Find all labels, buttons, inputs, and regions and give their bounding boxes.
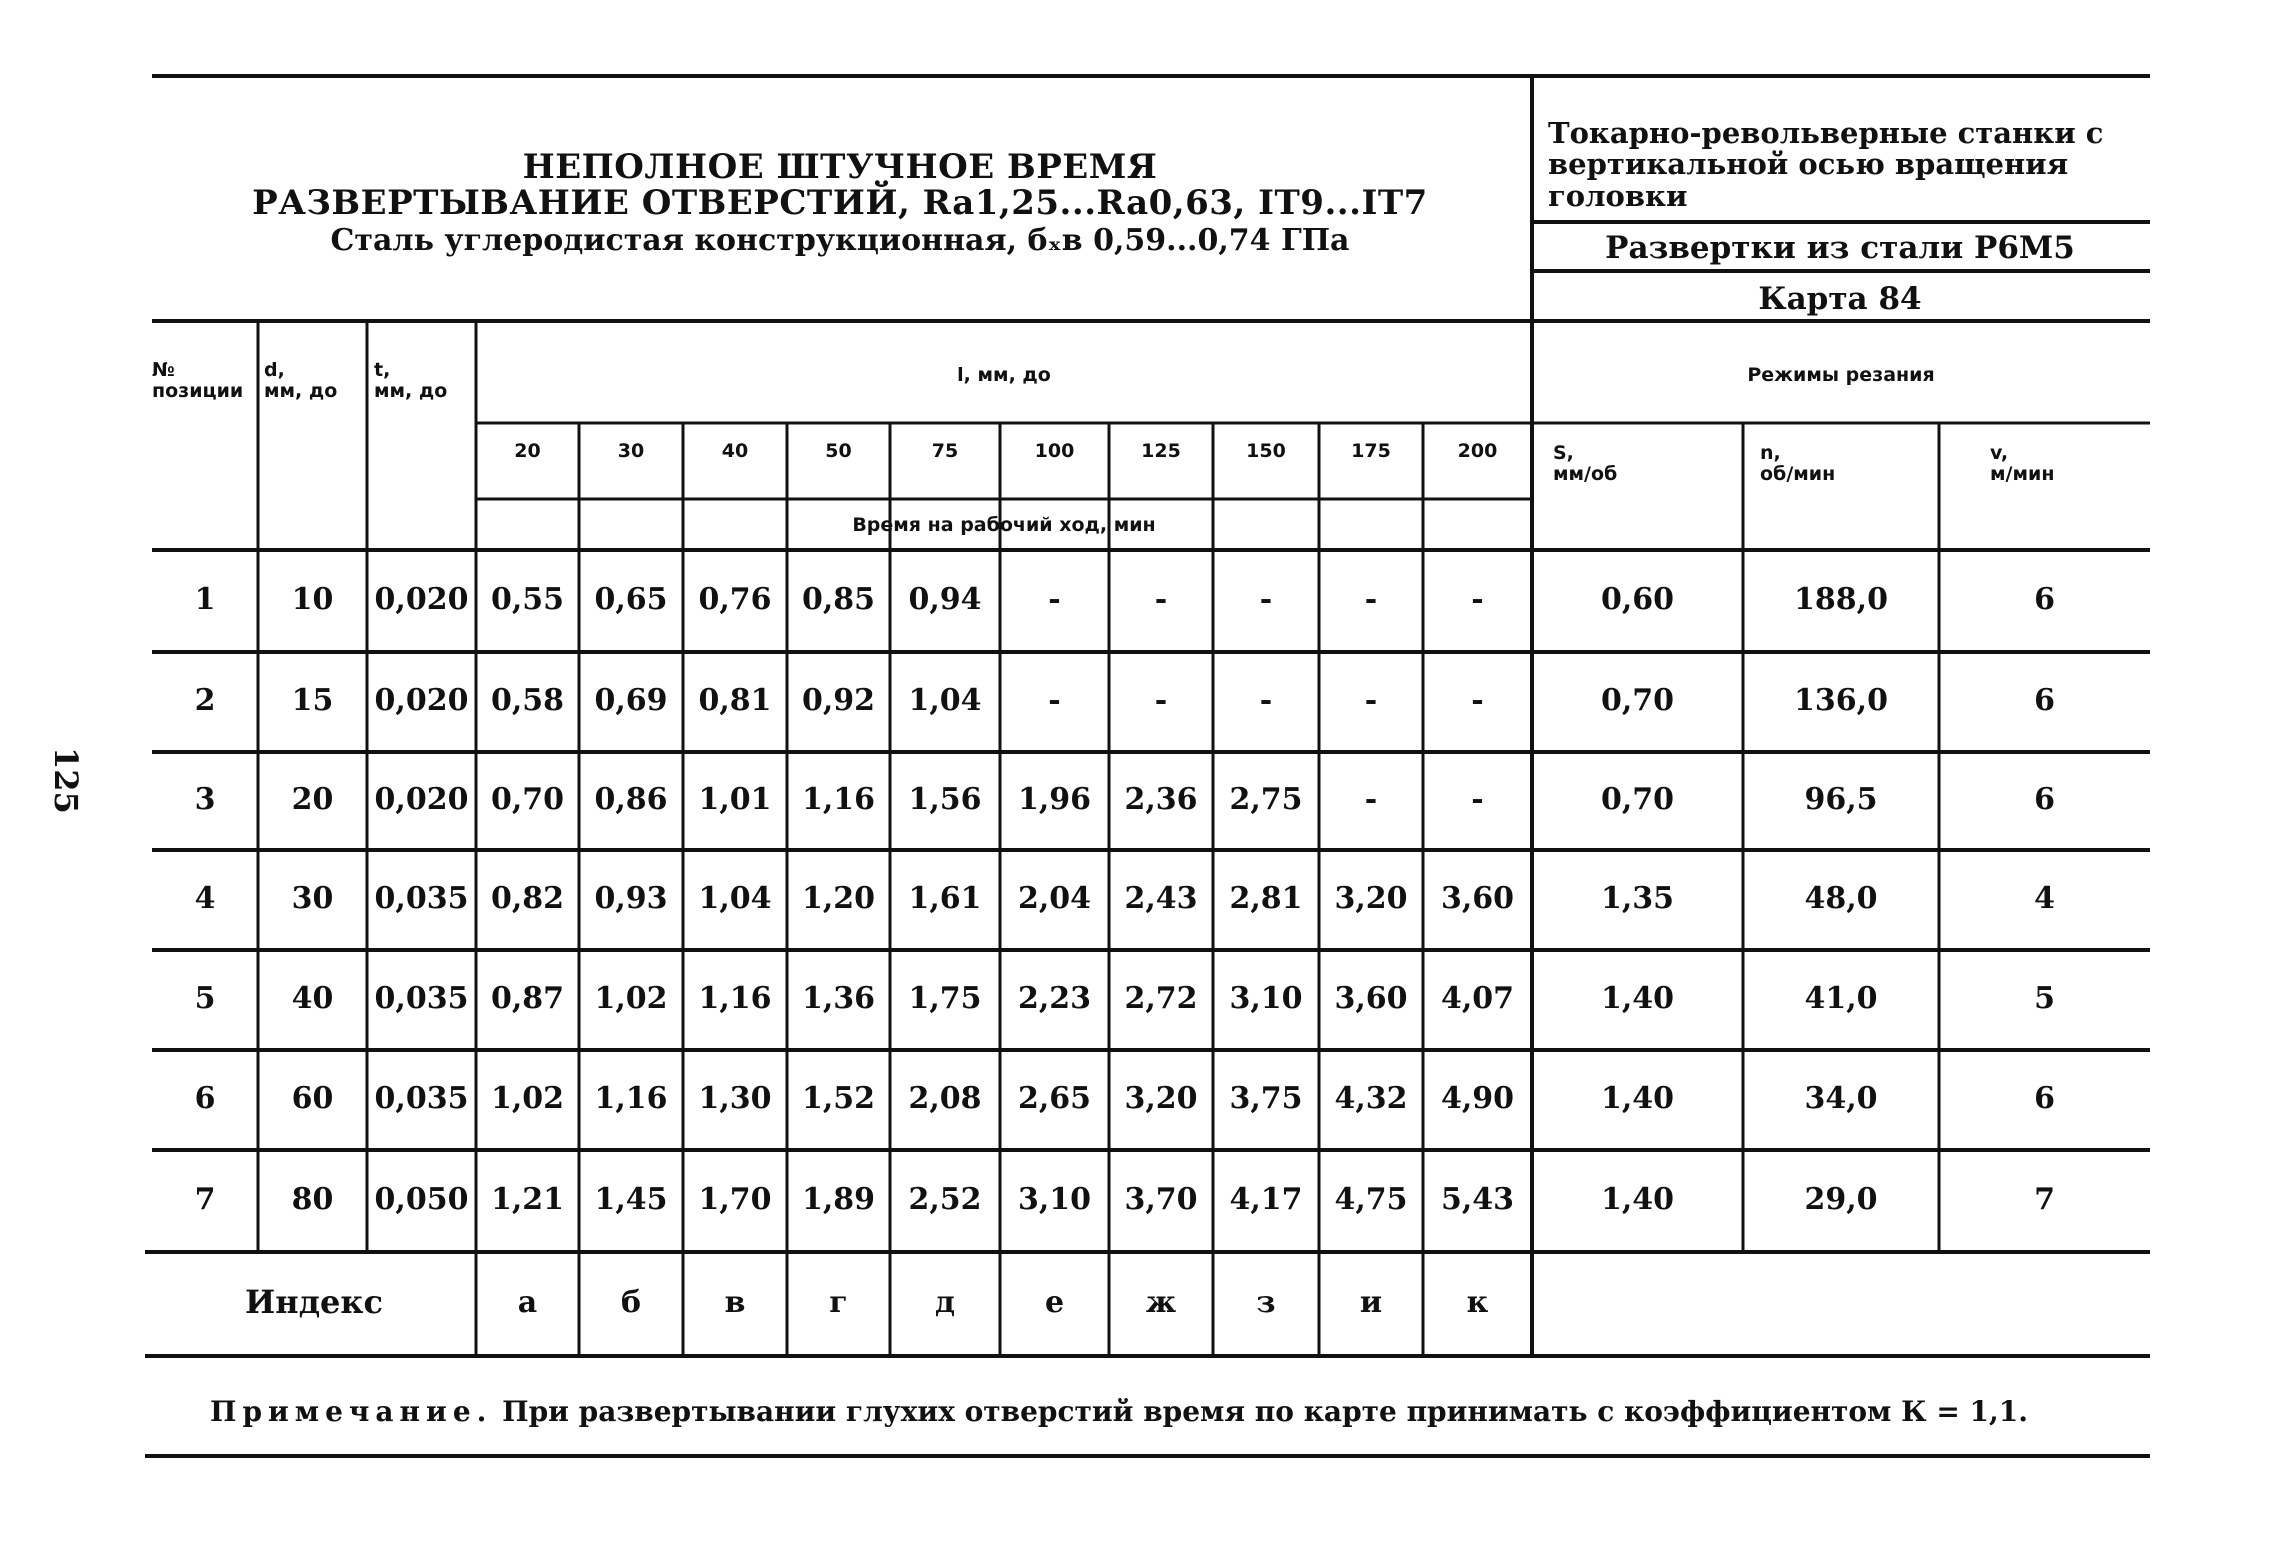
cell-time: -: [1471, 782, 1484, 817]
cell-time: -: [1364, 782, 1378, 817]
cell-depth: 0,020: [374, 683, 469, 718]
cell-rpm: 96,5: [1804, 782, 1878, 817]
cell-time: -: [1259, 683, 1273, 718]
cell-time: 0,92: [801, 683, 876, 718]
cell-diameter: 30: [291, 881, 334, 916]
cell-depth: 0,050: [374, 1182, 469, 1217]
card-number: Карта 84: [1758, 281, 1922, 317]
cell-time: 1,89: [801, 1182, 876, 1217]
cell-time: -: [1471, 582, 1484, 617]
machine-type: [1548, 118, 2148, 212]
cell-speed: 6: [2034, 1081, 2055, 1116]
cell-time: 1,21: [490, 1182, 565, 1217]
cell-diameter: 20: [291, 782, 334, 817]
cell-time: 1,52: [801, 1081, 876, 1116]
cell-time: 0,70: [490, 782, 565, 817]
cell-time: 2,72: [1124, 981, 1198, 1016]
cell-time: 1,45: [594, 1182, 668, 1217]
cell-time: 1,75: [908, 981, 982, 1016]
cell-time: 1,16: [801, 782, 876, 817]
cell-depth: 0,020: [374, 782, 469, 817]
cell-time: 3,20: [1124, 1081, 1198, 1116]
cell-time: 4,90: [1440, 1081, 1515, 1116]
cell-position: 3: [194, 782, 216, 817]
footnote: [210, 1395, 2028, 1428]
length-column-0: 20: [514, 440, 541, 462]
cell-speed: 4: [2034, 881, 2055, 916]
cell-time: 4,17: [1229, 1182, 1303, 1217]
machine-line-1: Токарно-револьверные станки с: [1548, 116, 2104, 150]
cell-diameter: 80: [291, 1182, 334, 1217]
cell-rpm: 41,0: [1804, 981, 1878, 1016]
title-line-3: Сталь углеродистая конструкционная, бₓв 0,59...0,74 ГПа: [330, 223, 1350, 259]
cell-rpm: 48,0: [1804, 881, 1878, 916]
index-letter: и: [1359, 1285, 1383, 1320]
cell-feed: 1,40: [1600, 1182, 1675, 1217]
cell-time: 0,55: [490, 582, 565, 617]
header-time-per-pass: Время на рабочий ход, мин: [852, 514, 1156, 536]
cell-time: 3,60: [1334, 981, 1408, 1016]
cell-time: 2,65: [1017, 1081, 1092, 1116]
cell-time: 2,75: [1229, 782, 1303, 817]
cell-speed: 5: [2034, 981, 2055, 1016]
cell-rpm: 34,0: [1804, 1081, 1878, 1116]
length-column-5: 100: [1034, 440, 1075, 462]
cell-time: 1,04: [698, 881, 772, 916]
cell-feed: 0,70: [1600, 683, 1675, 718]
index-letter: а: [517, 1285, 538, 1320]
cell-time: 1,56: [908, 782, 982, 817]
length-column-8: 175: [1351, 440, 1391, 462]
cell-position: 2: [194, 683, 216, 718]
cell-rpm: 188,0: [1794, 582, 1888, 617]
cell-time: 5,43: [1440, 1182, 1515, 1217]
cell-time: 0,82: [490, 881, 565, 916]
index-letter: б: [620, 1285, 641, 1320]
cell-diameter: 60: [291, 1081, 334, 1116]
cell-time: 0,85: [801, 582, 876, 617]
cell-time: 0,69: [594, 683, 668, 718]
length-column-6: 125: [1141, 440, 1181, 462]
cell-time: 0,93: [594, 881, 668, 916]
cell-time: 1,04: [908, 683, 982, 718]
footnote-text: При развертывании глухих отверстий время по карте принимать с коэффициентом К = 1,1.: [502, 1395, 2028, 1428]
cell-diameter: 40: [291, 981, 334, 1016]
footnote-prefix: Примечание.: [210, 1395, 493, 1428]
header-length-group: l, мм, до: [957, 364, 1051, 386]
title-line-1: НЕПОЛНОЕ ШТУЧНОЕ ВРЕМЯ: [522, 147, 1158, 187]
cell-feed: 0,60: [1600, 582, 1675, 617]
cell-rpm: 136,0: [1794, 683, 1888, 718]
cell-time: -: [1471, 683, 1484, 718]
header-position: № позиции: [152, 359, 244, 402]
cell-time: -: [1154, 683, 1168, 718]
length-column-4: 75: [931, 440, 959, 462]
header-diameter: d, мм, до: [264, 359, 338, 402]
cell-position: 1: [194, 582, 216, 617]
cell-time: -: [1259, 582, 1273, 617]
cell-time: 3,10: [1017, 1182, 1092, 1217]
cell-time: 1,16: [594, 1081, 668, 1116]
index-label: Индекс: [245, 1283, 383, 1321]
cell-feed: 1,35: [1600, 881, 1675, 916]
header-rpm: n, об/мин: [1760, 442, 1836, 485]
header-cutting-modes: Режимы резания: [1747, 364, 1935, 386]
machine-line-2: вертикальной осью вращения головки: [1548, 147, 2069, 213]
cell-time: 1,16: [698, 981, 772, 1016]
cell-speed: 6: [2034, 782, 2055, 817]
cell-rpm: 29,0: [1804, 1182, 1878, 1217]
cell-time: 0,58: [490, 683, 565, 718]
header-depth: t, мм, до: [374, 359, 448, 402]
cell-time: 0,81: [698, 683, 772, 718]
cell-time: 1,01: [698, 782, 772, 817]
title-block: [150, 147, 1530, 259]
cell-time: 2,08: [908, 1081, 982, 1116]
index-letter: г: [829, 1285, 848, 1320]
cell-speed: 7: [2034, 1182, 2055, 1217]
cell-time: 3,20: [1334, 881, 1408, 916]
cell-time: 3,60: [1440, 881, 1515, 916]
cell-position: 4: [194, 881, 216, 916]
length-column-7: 150: [1246, 440, 1286, 462]
cell-depth: 0,035: [374, 981, 469, 1016]
header-feed: S, мм/об: [1553, 442, 1618, 485]
tool-material: Развертки из стали Р6М5: [1605, 230, 2075, 266]
index-letter: в: [724, 1285, 746, 1320]
cell-diameter: 15: [291, 683, 334, 718]
cell-time: 2,23: [1017, 981, 1092, 1016]
cell-time: 4,07: [1440, 981, 1515, 1016]
index-letter: к: [1466, 1285, 1489, 1320]
cell-time: 3,70: [1124, 1182, 1198, 1217]
cell-position: 6: [194, 1081, 216, 1116]
cell-time: 2,81: [1229, 881, 1303, 916]
cell-time: 2,04: [1017, 881, 1092, 916]
length-column-3: 50: [825, 440, 852, 462]
cell-depth: 0,035: [374, 1081, 469, 1116]
index-letter: з: [1256, 1285, 1276, 1320]
index-letter: ж: [1145, 1285, 1177, 1320]
cell-time: 3,75: [1229, 1081, 1303, 1116]
cell-time: 0,94: [908, 582, 982, 617]
cell-time: 2,52: [908, 1182, 982, 1217]
page-number: 125: [47, 747, 85, 814]
cell-time: 0,65: [594, 582, 668, 617]
cell-time: 0,86: [594, 782, 668, 817]
cell-time: 2,43: [1124, 881, 1198, 916]
cell-time: 4,75: [1334, 1182, 1408, 1217]
length-column-2: 40: [721, 440, 749, 462]
cell-time: 1,02: [490, 1081, 565, 1116]
cell-time: 0,76: [698, 582, 772, 617]
cell-time: 0,87: [490, 981, 565, 1016]
cell-feed: 1,40: [1600, 1081, 1675, 1116]
cell-speed: 6: [2034, 683, 2055, 718]
header-speed: v, м/мин: [1990, 442, 2055, 485]
length-column-1: 30: [617, 440, 645, 462]
cell-time: -: [1364, 683, 1378, 718]
title-line-2: РАЗВЕРТЫВАНИЕ ОТВЕРСТИЙ, Ra1,25...Ra0,63, IT9...IT7: [252, 182, 1428, 223]
cell-time: -: [1048, 582, 1061, 617]
cell-time: 1,36: [801, 981, 876, 1016]
index-letter: е: [1044, 1285, 1065, 1320]
cell-depth: 0,035: [374, 881, 469, 916]
cell-time: 1,02: [594, 981, 668, 1016]
cell-time: 3,10: [1229, 981, 1303, 1016]
cell-time: -: [1154, 582, 1168, 617]
cell-time: -: [1364, 582, 1378, 617]
length-column-9: 200: [1457, 440, 1498, 462]
cell-feed: 1,40: [1600, 981, 1675, 1016]
cell-position: 5: [194, 981, 216, 1016]
cell-feed: 0,70: [1600, 782, 1675, 817]
cell-depth: 0,020: [374, 582, 469, 617]
cell-time: -: [1048, 683, 1061, 718]
cell-time: 1,61: [908, 881, 982, 916]
cell-time: 2,36: [1124, 782, 1198, 817]
index-letter: д: [935, 1285, 955, 1320]
cell-time: 1,96: [1017, 782, 1092, 817]
cell-time: 1,70: [698, 1182, 772, 1217]
cell-position: 7: [194, 1182, 216, 1217]
cell-diameter: 10: [291, 582, 334, 617]
cell-time: 1,20: [801, 881, 876, 916]
cell-time: 1,30: [698, 1081, 772, 1116]
cell-speed: 6: [2034, 582, 2055, 617]
cell-time: 4,32: [1334, 1081, 1408, 1116]
